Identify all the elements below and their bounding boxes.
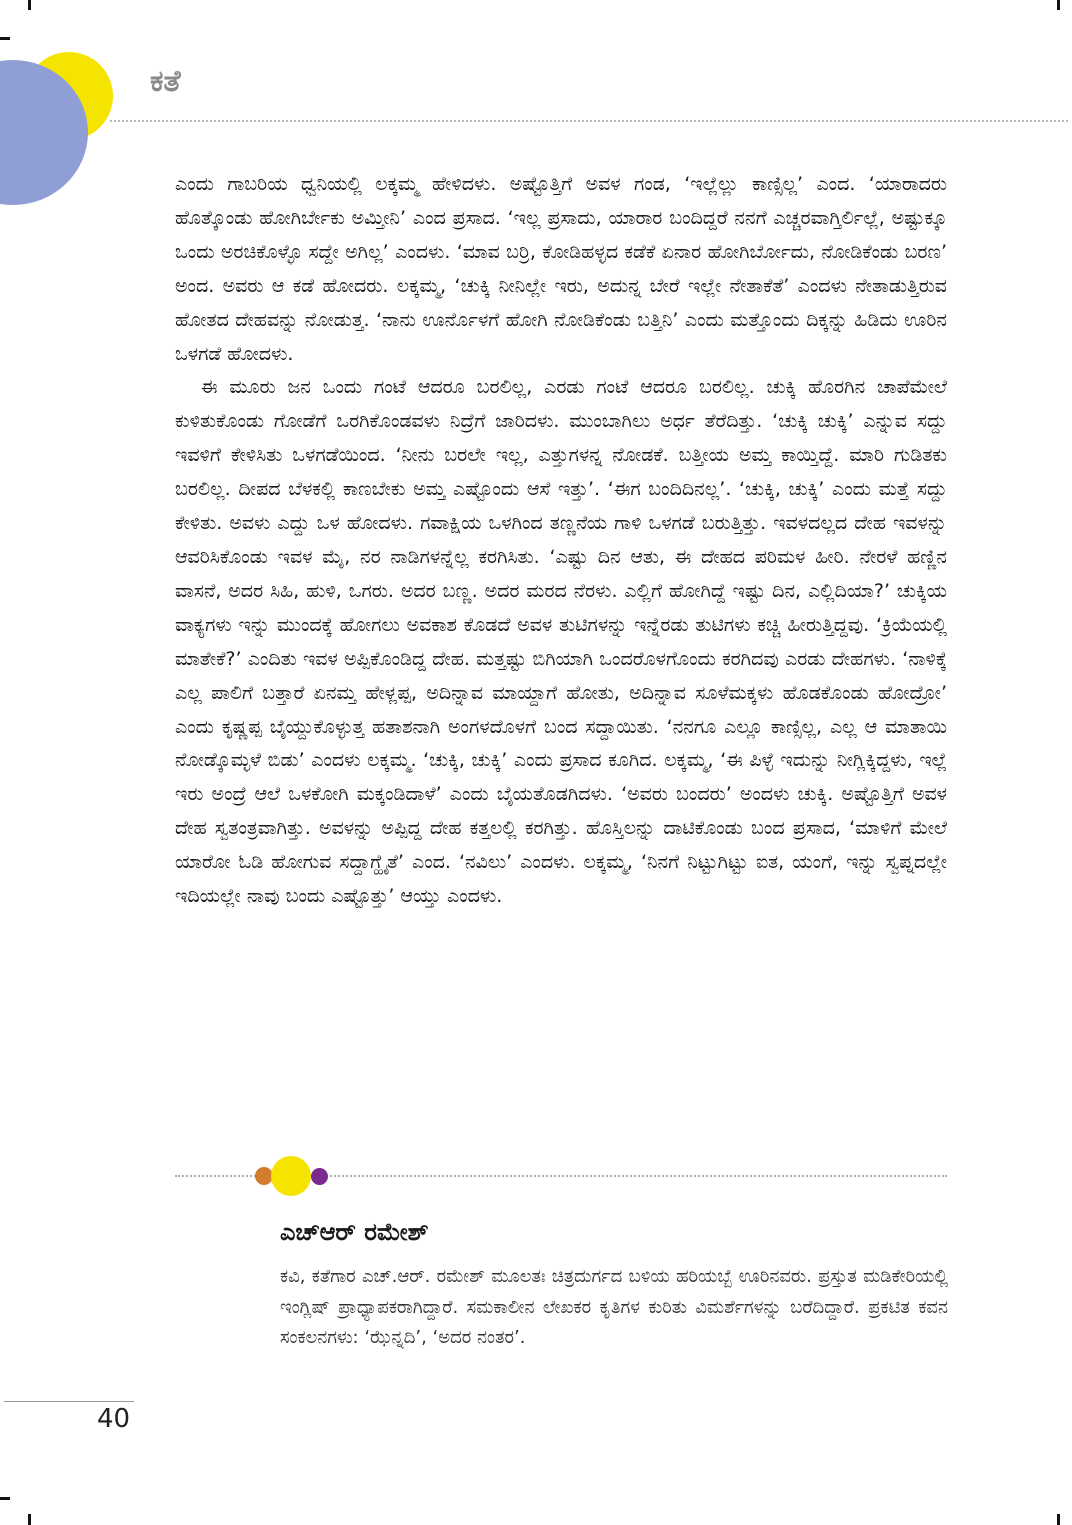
section-divider — [175, 1154, 947, 1198]
story-body — [175, 168, 947, 914]
story-paragraph: ಈ ಮೂರು ಜನ ಒಂದು ಗಂಟೆ ಆದರೂ ಬರಲಿಲ್ಲ, ಎರಡು ಗಂಟೆ ಆದರೂ ಬರಲಿಲ್ಲ. ಚುಕ್ಕಿ ಹೊರಗಿನ ಚಾಪೆಮೇಲೆ ಕುಳಿತುಕೊಂಡು ಗೋಡೆಗೆ ಒರಗಿಕೊಂಡವಳು ನಿದ್ರೆಗೆ ಜಾರಿದಳು. ಮುಂಬಾಗಿಲು ಅರ್ಧ ತೆರೆದಿತ್ತು. ‘ಚುಕ್ಕಿ ಚುಕ್ಕಿ’ ಎನ್ನುವ ಸದ್ದು ಇವಳಿಗೆ ಕೇಳಿಸಿತು ಒಳಗಡೆಯಿಂದ. ‘ನೀನು ಬರಲೇ ಇಲ್ಲ, ಎತ್ತುಗಳನ್ನ ನೋಡಕೆ. ಬತ್ತೀಯ ಅಮ್ತ ಕಾಯ್ತಿದ್ದೆ. ಮಾರಿ ಗುಡಿತಕು ಬರಲಿಲ್ಲ. ದೀಪದ ಬೆಳಕಲ್ಲಿ ಕಾಣಬೇಕು ಅಮ್ತ ಎಷ್ಟೊಂದು ಆಸೆ ಇತ್ತು’. ‘ಈಗ ಬಂದಿದಿನಲ್ಲ’. ‘ಚುಕ್ಕಿ, ಚುಕ್ಕಿ’ ಎಂದು ಮತ್ತೆ ಸದ್ದು ಕೇಳಿತು. ಅವಳು ಎದ್ದು ಒಳ ಹೋದಳು. ಗವಾಕ್ಷಿಯ ಒಳಗಿಂದ ತಣ್ಣನೆಯ ಗಾಳಿ ಒಳಗಡೆ ಬರುತ್ತಿತ್ತು. ಇವಳದಲ್ಲದ ದೇಹ ಇವಳನ್ನು ಆವರಿಸಿಕೊಂಡು ಇವಳ ಮೈ, ನರ ನಾಡಿಗಳನ್ನೆಲ್ಲ ಕರಗಿಸಿತು. ‘ಎಷ್ಟು ದಿನ ಆತು, ಈ ದೇಹದ ಪರಿಮಳ ಹೀರಿ. ನೇರಳೆ ಹಣ್ಣಿನ ವಾಸನೆ, ಅದರ ಸಿಹಿ, ಹುಳಿ, ಒಗರು. ಅದರ ಬಣ್ಣ. ಅದರ ಮರದ ನೆರಳು. ಎಲ್ಲಿಗೆ ಹೋಗಿದ್ದೆ ಇಷ್ಟು ದಿನ, ಎಲ್ಲಿದಿಯಾ?’ ಚುಕ್ಕಿಯ ವಾಕ್ಯಗಳು ಇನ್ನು ಮುಂದಕ್ಕೆ ಹೋಗಲು ಅವಕಾಶ ಕೊಡದೆ ಅವಳ ತುಟಿಗಳನ್ನು ಇನ್ನೆರಡು ತುಟಿಗಳು ಕಚ್ಚಿ ಹೀರುತ್ತಿದ್ದವು. ‘ಕ್ರಿಯೆಯಲ್ಲಿ ಮಾತೇಕೆ?’ ಎಂದಿತು ಇವಳ ಅಪ್ಪಿಕೊಂಡಿದ್ದ ದೇಹ. ಮತ್ತಷ್ಟು ಬಿಗಿಯಾಗಿ ಒಂದರೊಳಗೊಂದು ಕರಗಿದವು ಎರಡು ದೇಹಗಳು. ‘ನಾಳಿಕ್ಕೆ ಎಲ್ಲ ಪಾಲಿಗೆ ಬತ್ತಾರೆ ಏನಮ್ತ ಹೇಳ್ಲಪ್ಪ, ಅದಿನ್ನಾವ ಮಾಯ್ದಾಗೆ ಹೋತು, ಅದಿನ್ನಾವ ಸೂಳೆಮಕ್ಕಳು ಹೊಡಕೊಂಡು ಹೋದ್ರೋ’ ಎಂದು ಕೃಷ್ಣಪ್ಪ ಬೈಯ್ದುಕೊಳ್ಳುತ್ತ ಹತಾಶನಾಗಿ ಅಂಗಳದೊಳಗೆ ಬಂದ ಸದ್ದಾಯಿತು. ‘ನನಗೂ ಎಲ್ಲೂ ಕಾಣ್ಸಿಲ್ಲ, ಎಲ್ಲ ಆ ಮಾತಾಯಿ ನೋಡ್ಕೊಮ್ಳಳೆ ಬಿಡು’ ಎಂದಳು ಲಕ್ಕಮ್ಮ. ‘ಚುಕ್ಕಿ, ಚುಕ್ಕಿ’ ಎಂದು ಪ್ರಸಾದ ಕೂಗಿದ. ಲಕ್ಕಮ್ಮ, ‘ಈ ಪಿಳ್ಳೆ ಇದುನ್ನು ನೀಗ್ಲಿಕ್ಕಿದ್ದಳು, ಇಲ್ಲೆ ಇರು ಅಂದ್ರೆ ಆಲೆ ಒಳಕೋಗಿ ಮಕ್ಕಂಡಿದಾಳೆ’ ಎಂದು ಬೈಯತೊಡಗಿದಳು. ‘ಅವರು ಬಂದರು’ ಅಂದಳು ಚುಕ್ಕಿ. ಅಷ್ಟೊತ್ತಿಗೆ ಅವಳ ದೇಹ ಸ್ವತಂತ್ರವಾಗಿತ್ತು. ಅವಳನ್ನು ಅಪ್ಪಿದ್ದ ದೇಹ ಕತ್ತಲಲ್ಲಿ ಕರಗಿತ್ತು. ಹೊಸ್ತಿಲನ್ನು ದಾಟಿಕೊಂಡು ಬಂದ ಪ್ರಸಾದ, ‘ಮಾಳಿಗೆ ಮೇಲೆ ಯಾರೋ ಓಡಿ ಹೋಗುವ ಸದ್ದಾಗ್ಹೈತೆ’ ಎಂದ. ‘ನವಿಲು’ ಎಂದಳು. ಲಕ್ಕಮ್ಮ, ‘ನಿನಗೆ ನಿಟ್ಟುಗಿಟ್ಟು ಐತ, ಯಂಗೆ, ಇನ್ನು ಸ್ವಪ್ನದಲ್ಲೇ ಇದಿಯಲ್ಲೇ ನಾವು ಬಂದು ಎಷ್ಟೊತ್ತು’ ಆಯ್ತು ಎಂದಳು. — [175, 376, 947, 908]
section-label: ಕತೆ — [150, 64, 181, 99]
crop-mark-bottom-right — [1057, 1514, 1060, 1525]
page-number: 40 — [97, 1404, 131, 1434]
divider-yellow-dot — [271, 1156, 311, 1196]
divider-purple-dot — [311, 1168, 328, 1185]
header-dotted-rule — [110, 120, 1068, 122]
crop-mark-left-lower — [0, 1497, 10, 1500]
crop-mark-top-left — [28, 0, 31, 10]
crop-mark-left-upper — [0, 37, 10, 40]
author-name: ಎಚ್‌ಆರ್ ರಮೇಶ್ — [280, 1218, 429, 1246]
crop-mark-bottom-left — [28, 1514, 31, 1525]
author-bio: ಕವಿ, ಕತೆಗಾರ ಎಚ್.ಆರ್. ರಮೇಶ್ ಮೂಲತಃ ಚಿತ್ರದುರ್ಗದ ಬಳಿಯ ಹರಿಯಬ್ಬೆ ಊರಿನವರು. ಪ್ರಸ್ತುತ ಮಡಿಕೇರಿಯಲ್ಲಿ ಇಂಗ್ಲಿಷ್ ಪ್ರಾಧ್ಯಾಪಕರಾಗಿದ್ದಾರೆ. ಸಮಕಾಲೀನ ಲೇಖಕರ ಕೃತಿಗಳ ಕುರಿತು ವಿಮರ್ಶೆಗಳನ್ನು ಬರೆದಿದ್ದಾರೆ. ಪ್ರಕಟಿತ ಕವನ ಸಂಕಲನಗಳು: ‘ಝೆನ್ನದಿ’, ‘ಅದರ ನಂತರ’. — [280, 1266, 948, 1348]
page-number-rule — [4, 1401, 134, 1402]
story-paragraph: ಎಂದು ಗಾಬರಿಯ ಧ್ವನಿಯಲ್ಲಿ ಲಕ್ಕಮ್ಮ ಹೇಳಿದಳು. ಅಷ್ಟೊತ್ತಿಗೆ ಅವಳ ಗಂಡ, ‘ಇಲ್ಲೆಲ್ಲು ಕಾಣ್ಸಿಲ್ಲ’ ಎಂದ. ‘ಯಾರಾದರು ಹೊತ್ಕೊಂಡು ಹೋಗಿರ್ಬೇಕು ಅಮ್ತೀನಿ’ ಎಂದ ಪ್ರಸಾದ. ‘ಇಲ್ಲ ಪ್ರಸಾದು, ಯಾರಾರ ಬಂದಿದ್ದರೆ ನನಗೆ ಎಚ್ಚರವಾಗ್ತಿರ್ಲಿಲ್ಲೆ, ಅಷ್ಟುಕ್ಕೂ ಒಂದು ಅರಚಿಕೊಳ್ಳೊ ಸದ್ದೇ ಅಗಿಲ್ಲ’ ಎಂದಳು. ‘ಮಾವ ಬರ್ರಿ, ಕೋಡಿಹಳ್ಳದ ಕಡೆಕೆ ಏನಾರ ಹೋಗಿರ್ಬೋದು, ನೋಡಿಕೆಂಡು ಬರಣ’ ಅಂದ. ಅವರು ಆ ಕಡೆ ಹೋದರು. ಲಕ್ಕಮ್ಮ, ‘ಚುಕ್ಕಿ ನೀನಿಲ್ಲೇ ಇರು, ಅದುನ್ನ ಬೇರೆ ಇಲ್ಲೇ ನೇತಾಕೆತೆ’ ಎಂದಳು ನೇತಾಡುತ್ತಿರುವ ಹೋತದ ದೇಹವನ್ನು ನೋಡುತ್ತ. ‘ನಾನು ಊರ್ನೊಳಗೆ ಹೋಗಿ ನೋಡಿಕೆಂಡು ಬತ್ತಿನಿ’ ಎಂದು ಮತ್ತೊಂದು ದಿಕ್ಕನ್ನು ಹಿಡಿದು ಊರಿನ ಒಳಗಡೆ ಹೋದಳು. — [175, 173, 947, 365]
crop-mark-top-right — [1057, 0, 1060, 10]
